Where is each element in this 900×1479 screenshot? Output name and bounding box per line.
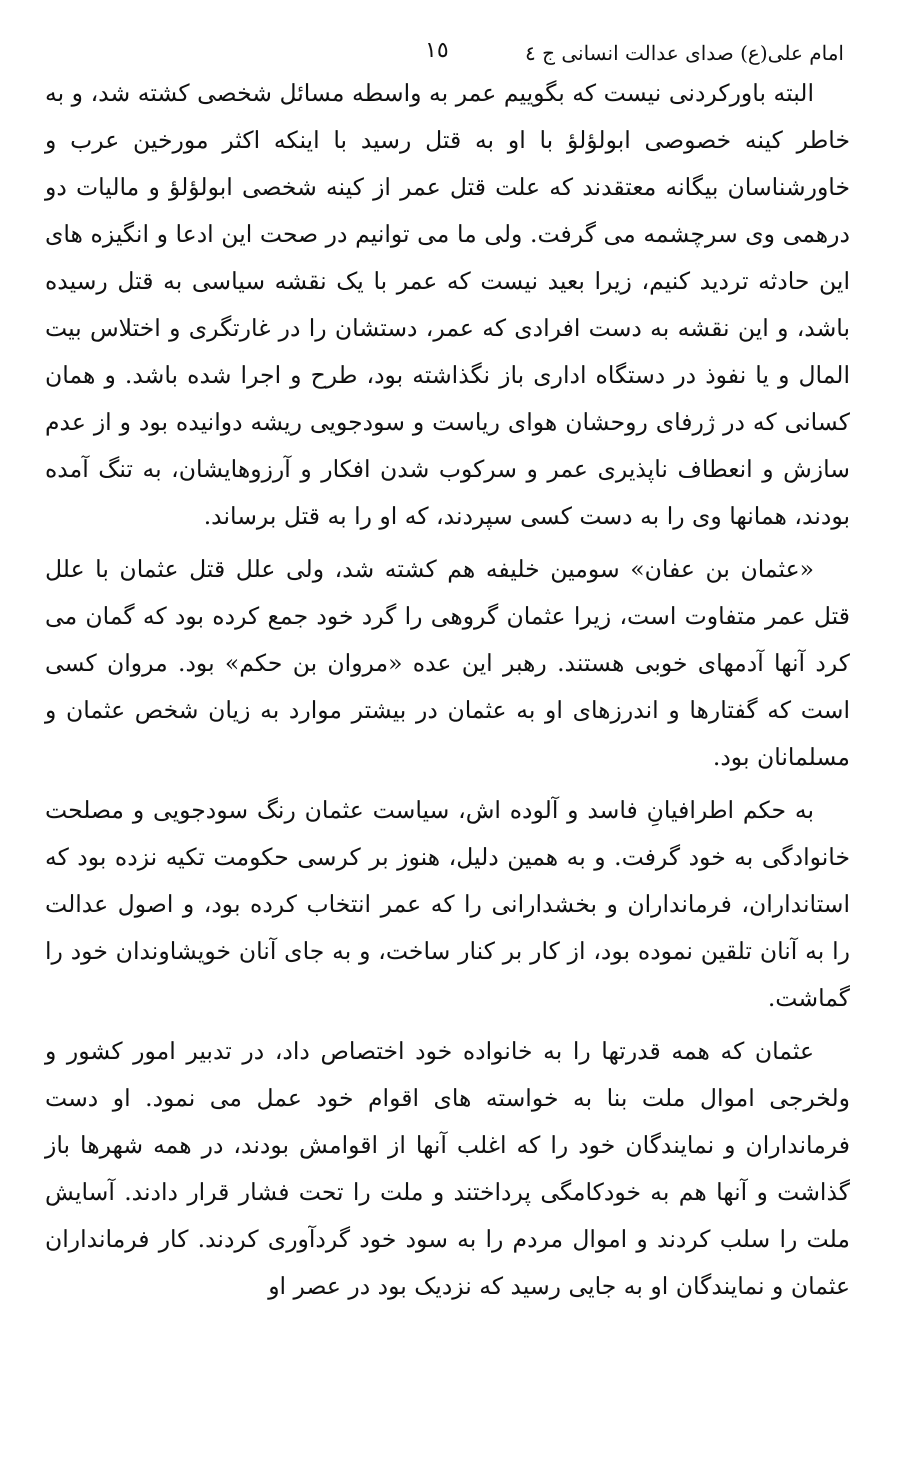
running-header xyxy=(45,30,850,70)
paragraph: به حکم اطرافیانِ فاسد و آلوده اش، سیاست عثمان رنگ سودجویی و مصلحت خانوادگی به خود گرفت. و به همین دلیل، هنوز بر کرسی حکومت تکیه نزده بود که استانداران، فرمانداران و بخشدارانی را که عمر انتخاب کرده بود، و اصول عدالت را به آنان تلقین نموده بود، از کار بر کنار ساخت، و به جای آنان خویشاوندان خود را گماشت. xyxy=(45,796,850,1012)
body-text xyxy=(45,70,850,1310)
paragraph: البته باورکردنی نیست که بگوییم عمر به واسطه مسائل شخصی کشته شد، و به خاطر کینه خصوصی ابولؤلؤ با او به قتل رسید با اینکه اکثر مورخین عرب و خاورشناسان بیگانه معتقدند که علت قتل عمر از کینه شخصی ابولؤلؤ و مالیات دو درهمی وی سرچشمه می گرفت. ولی ما می توانیم در صحت این ادعا و انگیزه های این حادثه تردید کنیم، زیرا بعید نیست که عمر با یک نقشه سیاسی به قتل رسیده باشد، و این نقشه به دست افرادی که عمر، دستشان را در غارتگری و اختلاس بیت المال و یا نفوذ در دستگاه اداری باز نگذاشته بود، طرح و اجرا شده باشد. و همان کسانی که در ژرفای روحشان هوای ریاست و سودجویی ریشه دوانیده بود و از عدم سازش و انعطاف ناپذیری عمر و سرکوب شدن افکار و آرزوهایشان، به تنگ آمده بودند، همانها وی را به دست کسی سپردند، که او را به قتل برساند. xyxy=(45,79,850,530)
page-number: ١٥ xyxy=(425,38,449,63)
running-title: امام علی(ع) صدای عدالت انسانی ج ٤ xyxy=(524,41,844,65)
paragraph: «عثمان بن عفان» سومین خلیفه هم کشته شد، ولی علل قتل عثمان با علل قتل عمر متفاوت است، زیرا عثمان گروهی را گرد خود جمع کرده بود که گمان می کرد آنها آدمهای خوبی هستند. رهبر این عده «مروان بن حکم» بود. مروان کسی است که گفتارها و اندرزهای او به عثمان در بیشتر موارد به زیان شخص عثمان و مسلمانان بود. xyxy=(45,555,850,771)
paragraph: عثمان که همه قدرتها را به خانواده خود اختصاص داد، در تدبیر امور کشور و ولخرجی اموال ملت بنا به خواسته های اقوام خود عمل می نمود. او دست فرمانداران و نمایندگان خود را که اغلب آنها از اقوامش بودند، در همه شهرها باز گذاشت و آنها هم به خودکامگی پرداختند و ملت را تحت فشار قرار دادند. آسایش ملت را سلب کردند و اموال مردم را به سود خود گردآوری کردند. کار فرمانداران عثمان و نمایندگان او به جایی رسید که نزدیک بود در عصر او xyxy=(45,1037,850,1300)
